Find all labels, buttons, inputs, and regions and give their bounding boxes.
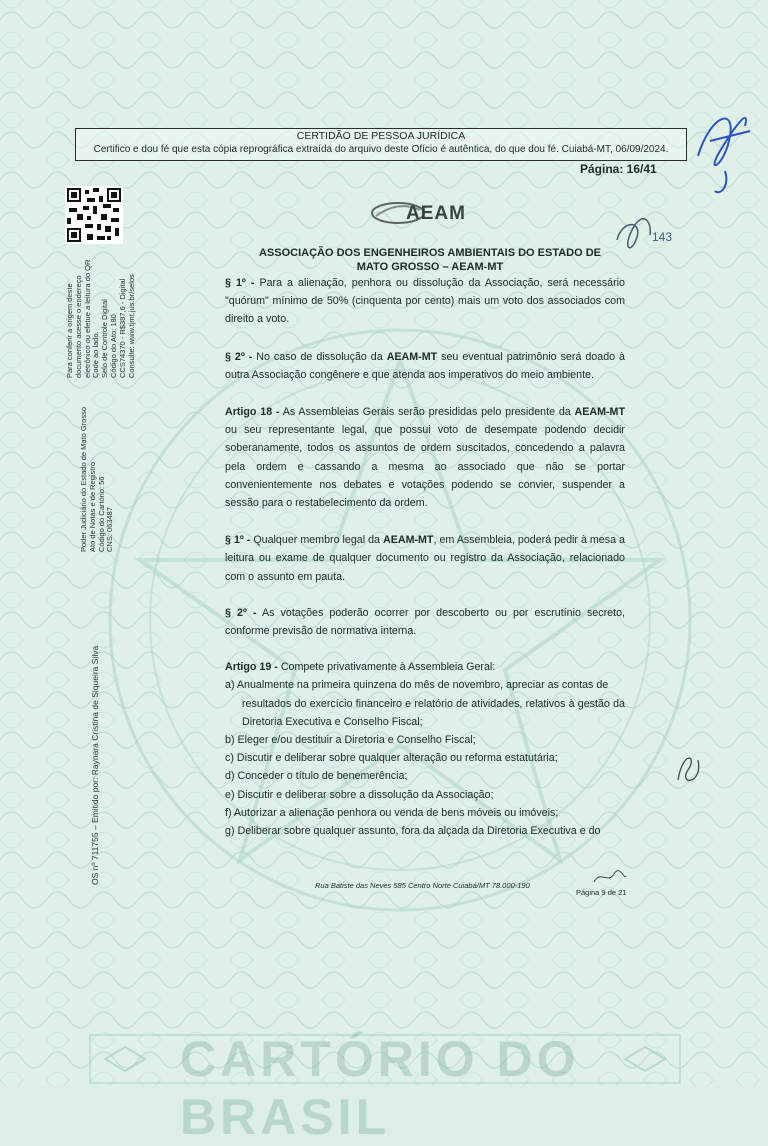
verification-line: eletrônico ou efetue a leitura do QR [82,259,92,378]
verification-line: Código do Ato: 180 [108,314,118,378]
verification-line: Consulte: www.tjmt.jus.br/selos [126,274,136,378]
signature-image [690,96,760,206]
list-text: Anualmente na primeira quinzena do mês de novembro, apreciar as contas de [236,679,609,692]
article-18 [225,403,625,512]
paragraph-text: No caso de dissolução da [252,350,387,363]
paragraph-2 [225,348,625,384]
paragraph-1 [225,274,625,329]
paragraph-label: § 2º - [225,606,257,619]
verification-line: documento acesse o endereço [73,275,83,378]
list-letter: e) [225,788,235,801]
court-line: Ato de Notas e de Registro [87,461,97,552]
article-19 [225,658,625,676]
verification-line: CCS74370 - R$387,6 - Digital [117,278,127,378]
list-letter: c) [225,752,234,765]
footer-initials [590,868,630,888]
list-text: Conceder o título de benemerência; [237,770,408,783]
org-abbrev: AEAM-MT [574,406,625,419]
verification-line: Para conferir a origem deste [65,283,74,378]
article-text: ou seu representante legal, que possui voto de desempate podendo decidir soberanamente, todos os assuntos de ordem suscitados, concedendo a palavra pela ordem e cassando a mesma ao associado que não se portar convenientemente nos debates e votações podendo se convier, suspender a sessão para o restabelecimento da ordem. [225,424,625,510]
organization-line-2: MATO GROSSO – AEAM-MT [356,261,504,273]
article-text: As Assembleias Gerais serão presididas pelo presidente da [279,406,575,419]
paragraph-text: As votações poderão ocorrer por descoberto ou por escrutínio secreto, conforme previsão de normativa interna. [225,606,625,638]
article-text: Compete privativamente à Assembleia Geral: [277,661,496,674]
list-letter: a) [225,679,235,692]
certificate-statement: Certifico e dou fé que esta cópia reprográfica extraída do arquivo deste Ofício é autêntica, do que dou fé. Cuiabá-MT, 06/09/2024. [93,144,669,155]
article-18-paragraph-2 [225,604,625,640]
verification-line: Selo de Controle Digital [100,299,110,378]
footer-address: Rua Batiste das Neves 585 Centro Norte Cuiabá/MT 78.000-190 [315,881,530,890]
verification-info [66,260,136,378]
list-item [225,786,625,804]
paragraph-text: Qualquer membro legal da [250,534,383,547]
list-item [225,676,625,731]
paragraph-text: seu eventual patrimônio será doado à outra Associação congênere e que atenda aos imperativos do meio ambiente. [225,350,625,381]
list-item [225,822,625,840]
margin-initials [668,740,708,790]
certificate-title: CERTIDÃO DE PESSOA JURÍDICA [296,130,466,142]
article-18-paragraph-1 [225,531,625,586]
paragraph-label: § 1º - [225,277,255,289]
list-letter: f) [225,806,232,819]
paragraph-text: Para a alienação, penhora ou dissolução da Associação, será necessário "quórum" mínimo de 50% (cinquenta por cento) mais um voto dos associados com direito a voto. [225,277,625,326]
certificate-header [75,128,687,161]
footer-page-number: Página 9 de 21 [576,888,627,897]
org-abbrev: AEAM-MT [386,350,438,363]
list-text: Discutir e deliberar sobre qualquer alteração ou reforma estatutária; [236,752,558,765]
list-letter: b) [225,734,235,747]
list-text: Autorizar a alienação penhora ou venda de bens móveis ou imóveis; [233,806,559,819]
organization-line-1: ASSOCIAÇÃO DOS ENGENHEIROS AMBIENTAIS DO ESTADO DE [258,247,602,259]
qr-code[interactable] [65,186,123,244]
article-label: Artigo 19 - [225,661,278,674]
list-item [225,804,625,822]
article-label: Artigo 18 - [225,406,280,419]
paragraph-label: § 1º - [225,534,251,547]
list-letter: d) [225,770,235,783]
page-number: Página: 16/41 [580,162,657,176]
statute-text [225,274,625,840]
list-text-continued: resultados do exercício financeiro e relatório de atividades, relativos à gestão da Diretoria Executiva e Conselho Fiscal; [242,697,625,728]
sheet-stamp-number: 143 [652,230,673,244]
list-item [225,749,625,767]
list-text: Eleger e/ou destituir a Diretoria e Conselho Fiscal; [237,734,476,747]
org-abbrev: AEAM-MT [383,534,434,547]
aeam-logo-text: AEAM [406,203,466,224]
court-line: Código do Cartório: 56 [96,476,106,552]
list-text: Discutir e deliberar sobre a dissolução da Associação; [237,788,494,801]
paragraph-text: , em Assembleia, poderá pedir à mesa a leitura ou exame de qualquer documento ou registro da Associação, relacionado com o assunto em pauta. [225,534,625,583]
court-line: CNS: 063487 [105,506,115,552]
court-info [80,407,115,552]
paragraph-label: § 2º - [225,350,253,363]
watermark-bottom-text: CARTÓRIO DO BRASIL [180,1031,580,1145]
organization-name [230,246,630,274]
verification-line: Code ao lado. [91,331,101,378]
court-line: Poder Judiciário do Estado de Mato Grosso [79,406,88,552]
list-letter: g) [225,825,235,838]
list-item [225,731,625,749]
list-item [225,767,625,785]
list-text: Deliberar sobre qualquer assunto, fora da alçada da Diretoria Executiva e do [237,825,601,838]
issuer-line: OS nº 711755 – Emitido por: Raynara Cristina de Siqueira Silva [90,645,100,885]
